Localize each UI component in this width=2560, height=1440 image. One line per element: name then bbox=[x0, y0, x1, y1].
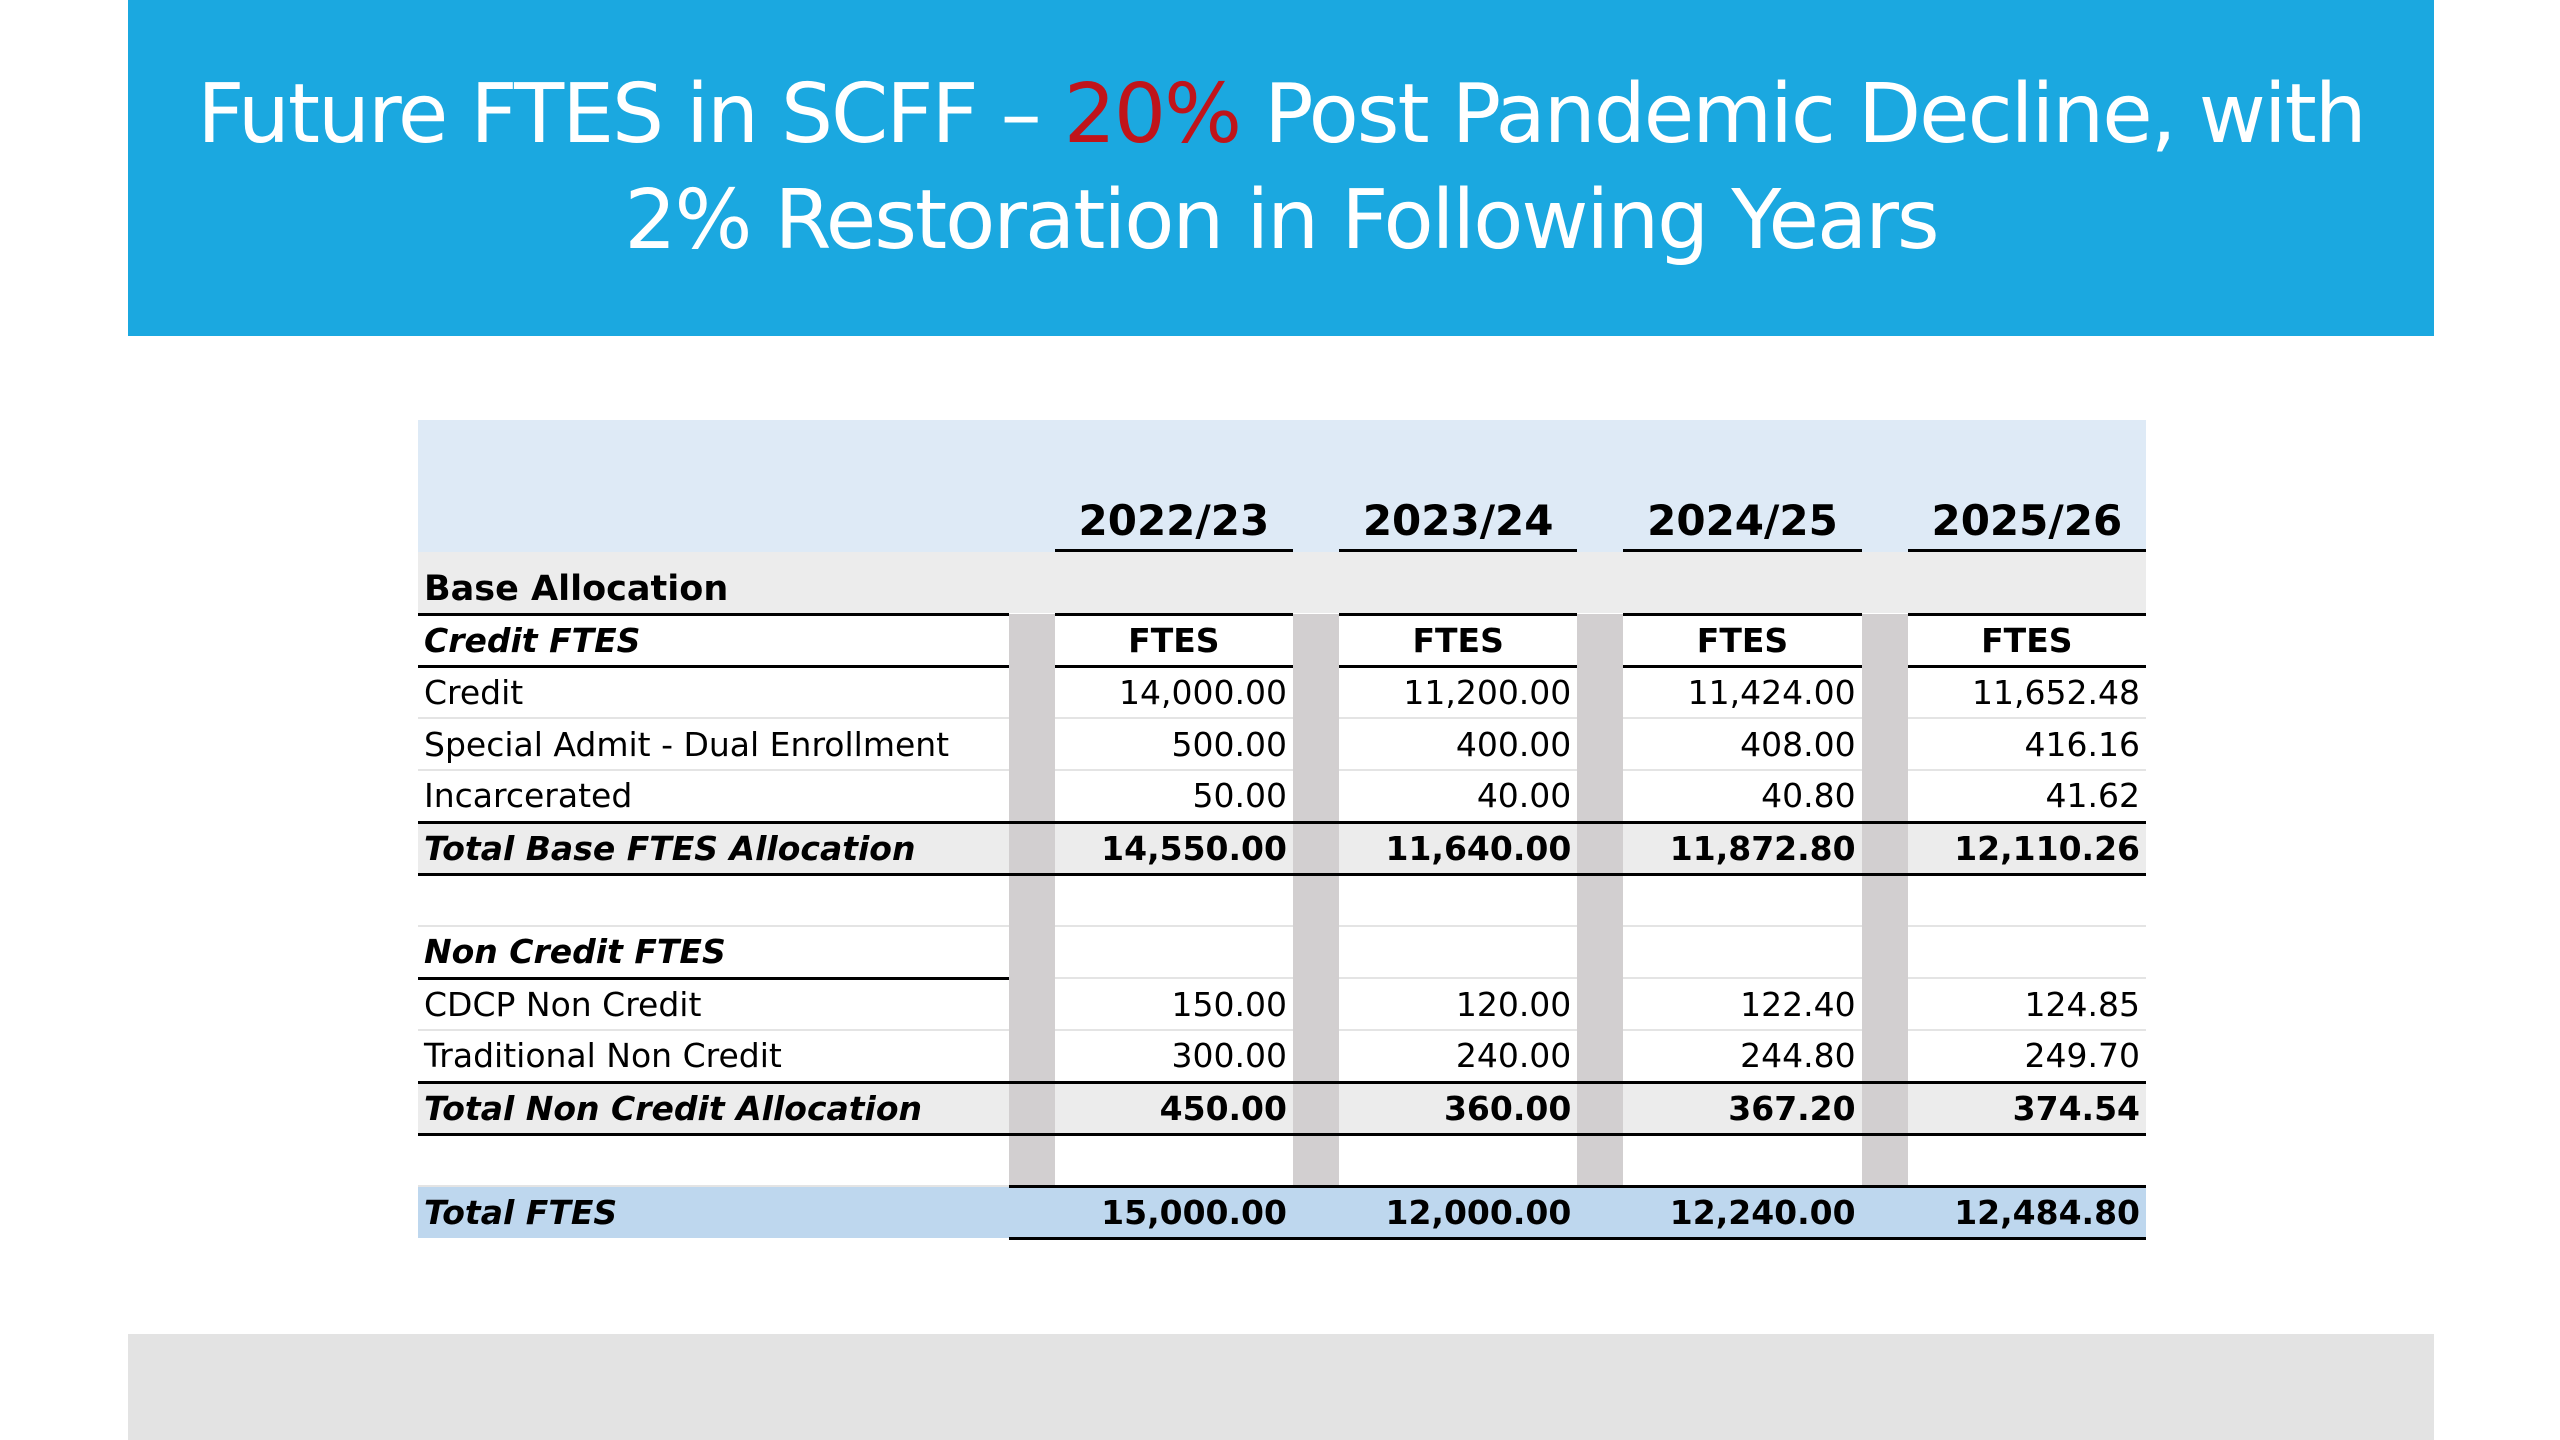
cell-value: 244.80 bbox=[1623, 1030, 1861, 1082]
unit-header: FTES bbox=[1339, 614, 1577, 666]
row-label: Total FTES bbox=[418, 1186, 1009, 1238]
year-header: 2023/24 bbox=[1339, 420, 1577, 552]
cell-value: 41.62 bbox=[1908, 770, 2146, 822]
cell-value: 150.00 bbox=[1055, 978, 1293, 1030]
ftes-table-container bbox=[418, 420, 2146, 1240]
table-row bbox=[418, 666, 2146, 718]
year-header: 2024/25 bbox=[1623, 420, 1861, 552]
spacer-row bbox=[418, 1134, 2146, 1186]
row-label: CDCP Non Credit bbox=[418, 978, 1009, 1030]
cell-value: 11,200.00 bbox=[1339, 666, 1577, 718]
row-label: Total Non Credit Allocation bbox=[418, 1082, 1009, 1134]
title-part-2: Post Pandemic Decline, with bbox=[1240, 67, 2365, 162]
base-allocation-row bbox=[418, 552, 2146, 614]
total-base-row bbox=[418, 822, 2146, 874]
table-row bbox=[418, 1030, 2146, 1082]
base-allocation-label: Base Allocation bbox=[418, 552, 1009, 614]
year-header-row bbox=[418, 420, 2146, 552]
cell-value: 360.00 bbox=[1339, 1082, 1577, 1134]
noncredit-section-label: Non Credit FTES bbox=[418, 926, 1009, 978]
cell-value: 450.00 bbox=[1055, 1082, 1293, 1134]
cell-value: 416.16 bbox=[1908, 718, 2146, 770]
cell-value: 122.40 bbox=[1623, 978, 1861, 1030]
cell-value: 11,424.00 bbox=[1623, 666, 1861, 718]
unit-header: FTES bbox=[1623, 614, 1861, 666]
spacer-row bbox=[418, 874, 2146, 926]
cell-value: 11,872.80 bbox=[1623, 822, 1861, 874]
year-header: 2022/23 bbox=[1055, 420, 1293, 552]
cell-value: 240.00 bbox=[1339, 1030, 1577, 1082]
cell-value: 14,550.00 bbox=[1055, 822, 1293, 874]
cell-value: 11,640.00 bbox=[1339, 822, 1577, 874]
row-label: Special Admit - Dual Enrollment bbox=[418, 718, 1009, 770]
footer-band bbox=[128, 1334, 2434, 1440]
cell-value: 408.00 bbox=[1623, 718, 1861, 770]
title-banner bbox=[128, 0, 2434, 336]
row-label: Total Base FTES Allocation bbox=[418, 822, 1009, 874]
cell-value: 12,484.80 bbox=[1908, 1186, 2146, 1238]
table-row bbox=[418, 770, 2146, 822]
table-row bbox=[418, 718, 2146, 770]
cell-value: 12,110.26 bbox=[1908, 822, 2146, 874]
table-row bbox=[418, 978, 2146, 1030]
grand-total-row bbox=[418, 1186, 2146, 1238]
credit-section-label: Credit FTES bbox=[418, 614, 1009, 666]
unit-header: FTES bbox=[1055, 614, 1293, 666]
cell-value: 124.85 bbox=[1908, 978, 2146, 1030]
cell-value: 300.00 bbox=[1055, 1030, 1293, 1082]
credit-section-row bbox=[418, 614, 2146, 666]
slide-title bbox=[197, 62, 2365, 274]
cell-value: 374.54 bbox=[1908, 1082, 2146, 1134]
cell-value: 14,000.00 bbox=[1055, 666, 1293, 718]
cell-value: 15,000.00 bbox=[1055, 1186, 1293, 1238]
cell-value: 12,000.00 bbox=[1339, 1186, 1577, 1238]
cell-value: 400.00 bbox=[1339, 718, 1577, 770]
cell-value: 12,240.00 bbox=[1623, 1186, 1861, 1238]
title-part-1: Future FTES in SCFF – bbox=[197, 67, 1064, 162]
unit-header: FTES bbox=[1908, 614, 2146, 666]
cell-value: 120.00 bbox=[1339, 978, 1577, 1030]
row-label: Credit bbox=[418, 666, 1009, 718]
ftes-table bbox=[418, 420, 2146, 1240]
year-header: 2025/26 bbox=[1908, 420, 2146, 552]
title-accent-percent: 20% bbox=[1063, 67, 1241, 162]
row-label: Incarcerated bbox=[418, 770, 1009, 822]
cell-value: 40.00 bbox=[1339, 770, 1577, 822]
cell-value: 249.70 bbox=[1908, 1030, 2146, 1082]
noncredit-section-row bbox=[418, 926, 2146, 978]
cell-value: 50.00 bbox=[1055, 770, 1293, 822]
total-noncredit-row bbox=[418, 1082, 2146, 1134]
row-label: Traditional Non Credit bbox=[418, 1030, 1009, 1082]
cell-value: 500.00 bbox=[1055, 718, 1293, 770]
cell-value: 40.80 bbox=[1623, 770, 1861, 822]
title-line-2: 2% Restoration in Following Years bbox=[624, 173, 1938, 268]
cell-value: 11,652.48 bbox=[1908, 666, 2146, 718]
cell-value: 367.20 bbox=[1623, 1082, 1861, 1134]
